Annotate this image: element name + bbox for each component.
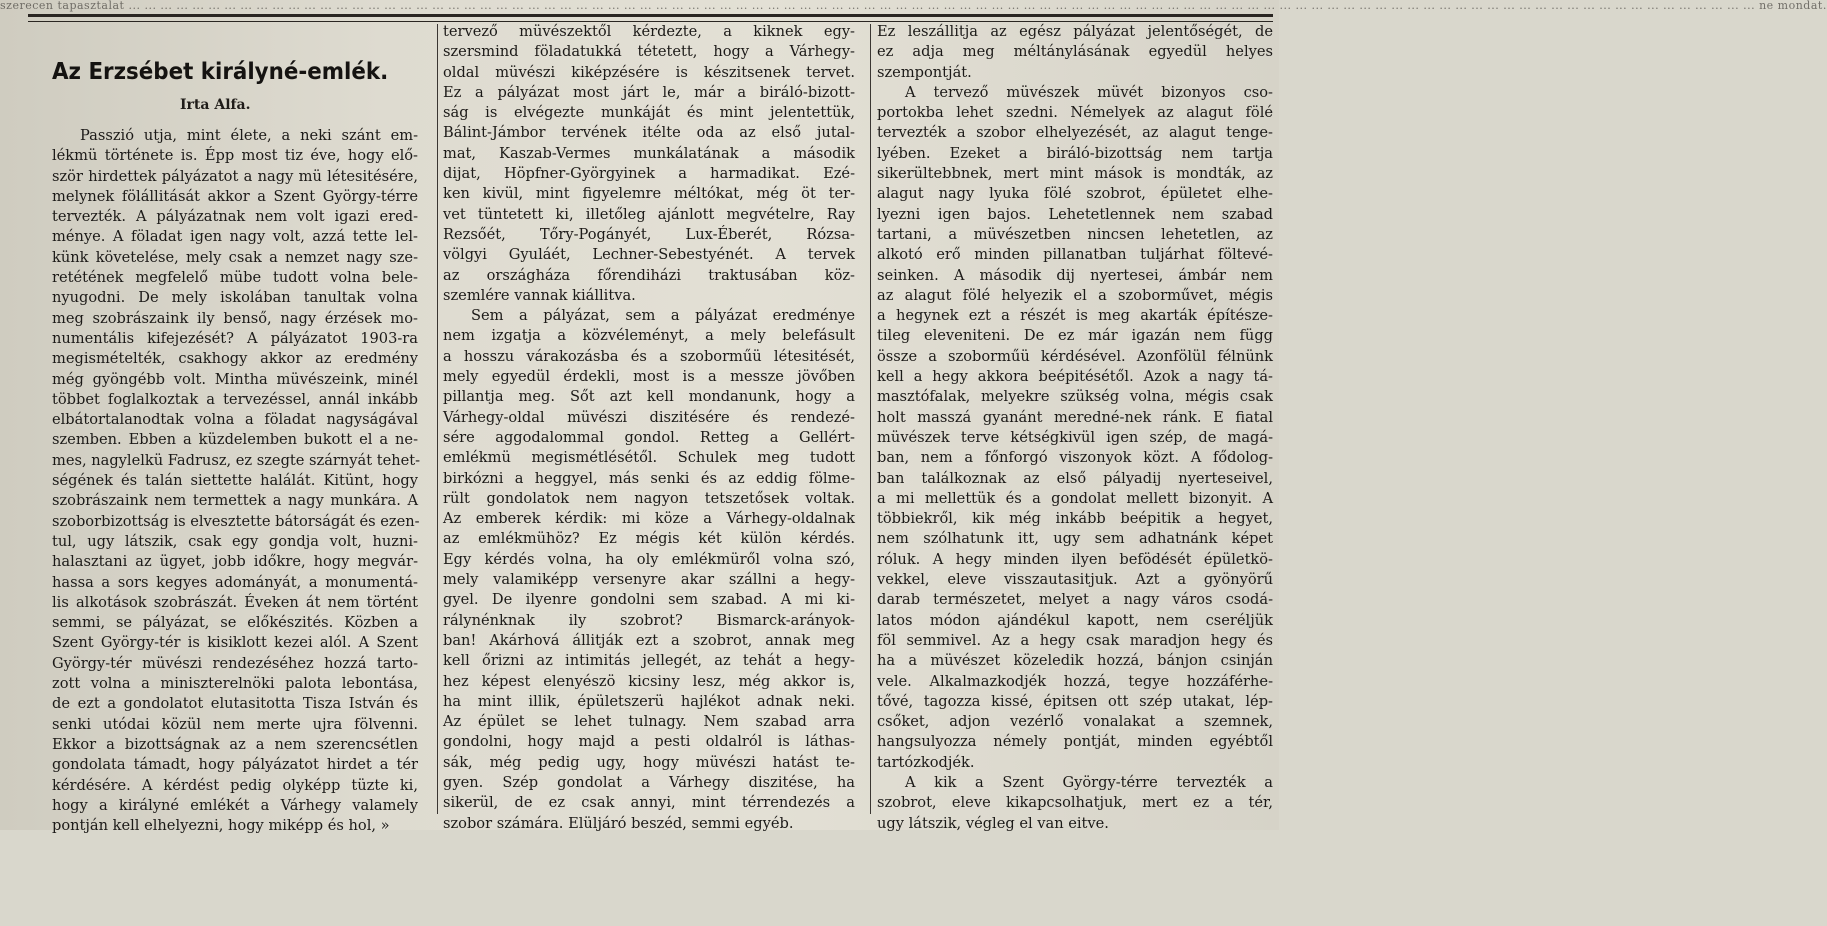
text-line: többet foglalkoztak a tervezéssel, annál inkább	[52, 390, 418, 408]
text-line: sák, még pedig ugy, hogy müvészi hatást te-	[443, 753, 855, 771]
text-line: lis alkotások szobrászát. Éveken át nem történt	[52, 593, 418, 611]
text-line: a mi mellettük és a gondolat mellett bizonyit. A	[877, 489, 1273, 507]
text-line: tartózkodjék.	[877, 753, 975, 771]
text-line: lékmü története is. Épp most tiz éve, hogy elő-	[52, 147, 418, 165]
text-line: A kik a Szent György-térre tervezték a	[905, 773, 1273, 791]
text-line: de ezt a gondolatot elutasitotta Tisza István és	[52, 695, 418, 713]
text-line: Az épület se lehet tulnagy. Nem szabad arra	[443, 713, 855, 731]
text-line: Sem a pályázat, sem a pályázat eredménye	[471, 307, 855, 325]
text-line: rült gondolatok nem nagyon tetszetősek voltak.	[443, 489, 855, 507]
text-line: sikerül, de ez csak annyi, mint térrendezés a	[443, 794, 855, 812]
text-line: ken kivül, mint figyelemre méltókat, még öt ter-	[443, 185, 855, 203]
text-line: a hosszu várakozásba és a szoborműü létesitését,	[443, 347, 855, 365]
text-line: senki utódai közül nem merte ujra fölvenni.	[52, 715, 418, 733]
text-line: vekkel, eleve visszautasitjuk. Azt a gyönyörű	[877, 571, 1273, 589]
text-line: hangsulyozza némely pontját, minden egyébtől	[877, 733, 1273, 751]
masthead-fragment: szerecen tapasztalat ... ... ... ... ... ... ... ... ... ... ... ... ... ... ... ... ... ... ... ... ... ... ... ... ... ... ... ... ... ... ... ... ... ... ... ... ... ... ... ... ... ... ... ... ... ... ... ... ... ... ... ... ... ... ... ... ... ... ... ... ... ... ... ... ... ... ... ... ... ... ... ... ... ... ... ... ... ... ... ... ... ... ... ... ... ... ... ... ... ... ... ... ... ... ... ... ... ... ... ... ... ... ne mondat.	[0, 0, 1827, 12]
text-line: Bálint-Jámbor tervének itélte oda az első jutal-	[443, 124, 855, 142]
text-line: tileg eleveniteni. De ez már igazán nem függ	[877, 327, 1273, 345]
text-line: ság is elvégezte munkáját és mint jelentettük,	[443, 104, 855, 122]
text-line: vet tüntetett ki, illetőleg ajánlott megvételre, Ray	[443, 205, 855, 223]
text-line: ez adja meg méltánylásának egyedül helyes	[877, 43, 1273, 61]
text-line: még gyöngébb volt. Mintha müvészeink, minél	[52, 370, 418, 388]
text-line: Szent György-tér is kisiklott kezei alól. A Szent	[52, 634, 418, 652]
text-line: kérdésére. A kérdést pedig olyképp tüzte ki,	[52, 776, 418, 794]
text-line: ban, nem a főnforgó viszonyok közt. A fődolog-	[877, 449, 1273, 467]
text-line: szemben. Ebben a küzdelemben bukott el a ne-	[52, 431, 418, 449]
text-line: ménye. A föladat igen nagy volt, azzá tette lel-	[52, 228, 418, 246]
column-1	[52, 126, 421, 926]
text-line: elbátortalanodtak volna a föladat nagyságával	[52, 411, 418, 429]
text-line: Ez leszállitja az egész pályázat jelentőségét, de	[877, 23, 1273, 40]
column-divider-2	[870, 24, 871, 814]
top-double-rule	[28, 14, 1273, 22]
text-line: Rezsőét, Tőry-Pogányét, Lux-Éberét, Rózsa-	[443, 225, 855, 243]
text-line: mely valamiképp versenyre akar szállni a hegy-	[443, 571, 855, 589]
text-line: szemlére vannak kiállitva.	[443, 286, 636, 304]
text-line: mes, nagylelkü Fadrusz, ez szegte szárnyát tehet-	[52, 451, 421, 469]
text-line: ha a müvészet közeledik hozzá, bánjon csinján	[877, 652, 1273, 670]
text-line: lyezni igen bajos. Lehetetlennek nem szabad	[877, 205, 1273, 223]
text-line: masztófalak, melyekre szükség volna, mégis csak	[877, 388, 1273, 406]
text-line: Ekkor a bizottságnak az a nem szerencsétlen	[52, 735, 418, 753]
text-line: csőket, adjon vezérlő vonalakat a szemnek,	[877, 713, 1273, 731]
text-line: A tervező müvészek müvét bizonyos cso-	[905, 83, 1273, 101]
text-line: szoborbizottság is elvesztette bátorságát és ezen-	[52, 512, 420, 530]
text-line: többiekről, kik még inkább beépitik a hegyet,	[877, 510, 1273, 528]
text-line: oldal müvészi kiképzésére is készitsenek tervet.	[443, 63, 855, 81]
text-line: meg szobrászaink ily benső, nagy érzések mo-	[52, 309, 418, 327]
text-line: seinken. A második dij nyertesei, ámbár nem	[877, 266, 1273, 284]
column-3	[877, 22, 1273, 832]
text-line: halasztani az ügyet, jobb időkre, hogy megvár-	[52, 553, 418, 571]
text-line: tervezték. A pályázatnak nem volt igazi ered-	[52, 208, 418, 226]
column-divider-1	[437, 24, 438, 814]
text-line: müvészek terve kétségkivül igen szép, de magá-	[877, 428, 1273, 446]
text-line: tervező müvészektől kérdezte, a kiknek egy-	[443, 23, 855, 40]
text-line: tővé, tagozza kissé, épitsen ott szép utakat, lép-	[877, 692, 1273, 710]
text-line: völgyi Gyuláét, Lechner-Sebestyénét. A tervek	[443, 246, 855, 264]
text-line: ségének és talán siettette halálát. Kitünt, hogy	[52, 472, 418, 490]
text-line: ször hirdettek pályázatot a nagy mü létesitésére,	[52, 167, 418, 185]
text-line: hez képest elenyészö kicsiny lesz, még akkor is,	[443, 672, 855, 690]
text-line: a hegynek ezt a részét is meg akarták építésze-	[877, 307, 1273, 325]
text-line: portokba lehet szedni. Némelyek az alagut fölé	[877, 104, 1273, 122]
text-line: gyel. De ilyenre gondolni sem szabad. A mi ki-	[443, 591, 855, 609]
text-line: Passzió utja, mint élete, a neki szánt em-	[80, 127, 418, 144]
text-line: az alagut fölé helyezik el a szoborművet, mégis	[877, 286, 1273, 304]
text-line: tervezték a szobor elhelyezését, az alagut tenge-	[877, 124, 1273, 142]
article-byline: Irta Alfa.	[180, 97, 251, 113]
article-title: Az Erzsébet királyné-emlék.	[52, 59, 389, 85]
text-line: Egy kérdés volna, ha oly emlékmüről volna szó,	[443, 550, 855, 568]
text-line: ha mint illik, épületszerü hajlékot adnak neki.	[443, 692, 855, 710]
text-line: Ez a pályázat most járt le, már a biráló-bizott-	[443, 83, 855, 101]
text-line: kell a hegy akkora beépitésétől. Azok a nagy tá-	[877, 368, 1273, 386]
text-line: tartani, a müvészetben nincsen lehetetlen, az	[877, 225, 1273, 243]
text-line: dijat, Höpfner-Györgyinek a harmadikat. Ezé-	[443, 165, 855, 183]
text-line: ban! Akárhová állitják ezt a szobrot, annak meg	[443, 631, 855, 649]
text-line: megismételték, csakhogy akkor az eredmény	[52, 350, 418, 368]
text-line: alkotó erő minden pillanatban tuljárhat föltevé-	[877, 246, 1273, 264]
column-2	[443, 22, 855, 832]
text-line: kell őrizni az intimitás jellegét, az tehát a hegy-	[443, 652, 855, 670]
text-line: semmi, se pályázat, se előkészités. Közben a	[52, 614, 418, 632]
text-line: az emlékmühöz? Ez mégis két külön kérdés.	[443, 530, 855, 548]
text-line: sikerültebbnek, mert mint mások is mondták, az	[877, 165, 1273, 183]
text-line: zott volna a miniszterelnöki palota lebontása,	[52, 675, 418, 693]
text-line: mely egyedül érdekli, most is a messze jövőben	[443, 368, 855, 386]
text-line: szempontját.	[877, 63, 972, 81]
text-line: ban találkoznak az első pályadij nyerteseivel,	[877, 469, 1273, 487]
text-line: rálynénknak ily szobrot? Bismarck-arányok-	[443, 611, 855, 629]
text-line: gyen. Szép gondolat a Várhegy diszitése, ha	[443, 773, 855, 791]
text-line: birkózni a heggyel, más senki és az eddig fölme-	[443, 469, 855, 487]
text-line: emlékmü megismétlésétől. Schulek meg tudott	[443, 449, 855, 467]
text-line: nyugodni. De mely iskolában tanultak volna	[52, 289, 418, 307]
text-line: lyében. Ezeket a biráló-bizottság nem tartja	[877, 144, 1273, 162]
text-line: szobrot, eleve kikapcsolhatjuk, mert ez a tér,	[877, 794, 1273, 812]
text-line: hassa a sors kegyes adományát, a monumentá-	[52, 573, 418, 591]
text-line: hogy a királyné emlékét a Várhegy valamely	[52, 796, 418, 814]
text-line: róluk. A hegy minden ilyen befödését épületkö-	[877, 550, 1273, 568]
text-line: tul, ugy látszik, csak egy gondja volt, huzni-	[52, 532, 418, 550]
text-line: nem szólhatunk itt, ugy sem adhatnánk képet	[877, 530, 1273, 548]
text-line: numentális kifejezését? A pályázatot 1903-ra	[52, 329, 418, 347]
text-line: szobrászaink nem termettek a nagy munkára. A	[52, 492, 418, 510]
text-line: Várhegy-oldal müvészi diszitésére és rendezé-	[443, 408, 855, 426]
text-line: vele. Alkalmazkodjék hozzá, tegye hozzáférhe-	[877, 672, 1273, 690]
text-line: az országháza főrendiházi traktusában köz-	[443, 266, 855, 284]
text-line: szobor számára. Elüljáró beszéd, semmi egyéb.	[443, 814, 794, 832]
text-line: Az emberek kérdik: mi köze a Várhegy-oldalnak	[443, 510, 855, 528]
text-line: mat, Kaszab-Vermes munkálatának a második	[443, 144, 855, 162]
text-line: György-tér müvészi rendezéséhez hozzá tarto-	[52, 654, 418, 672]
text-line: retétének megfelelő mübe tudott volna bele-	[52, 269, 418, 287]
text-line: nem izgatja a közvéleményt, a mely belefásult	[443, 327, 855, 345]
text-line: föl semmivel. Az a hegy csak maradjon hegy és	[877, 631, 1273, 649]
text-line: darab természetet, melyet a nagy város csodá-	[877, 591, 1273, 609]
text-line: sére aggodalommal gondol. Retteg a Gellért-	[443, 428, 855, 446]
text-line: ugy látszik, végleg el van eitve.	[877, 814, 1109, 832]
text-line: szersmind föladatukká tétetett, hogy a Várhegy-	[443, 43, 855, 61]
text-line: össze a szoborműü kérdésével. Azonfölül félnünk	[877, 347, 1273, 365]
text-line: gondolni, hogy majd a pesti oldalról is láthas-	[443, 733, 855, 751]
text-line: melynek fölállitását akkor a Szent György-térre	[52, 187, 418, 205]
text-line: holt masszá gyanánt meredné-nek ránk. E fiatal	[877, 408, 1273, 426]
text-line: pillantja meg. Sőt azt kell mondanunk, hogy a	[443, 388, 855, 406]
text-line: latos módon ajándékul kapott, nem cseréljük	[877, 611, 1273, 629]
text-line: künk követelése, mely csak a nemzet nagy sze-	[52, 248, 418, 266]
text-line: gondolata támadt, hogy pályázatot hirdet a tér	[52, 756, 418, 774]
text-line: pontján kell elhelyezni, hogy miképp és hol, »	[52, 817, 390, 835]
text-line: alagut nagy lyuka fölé szobrot, épületet elhe-	[877, 185, 1273, 203]
